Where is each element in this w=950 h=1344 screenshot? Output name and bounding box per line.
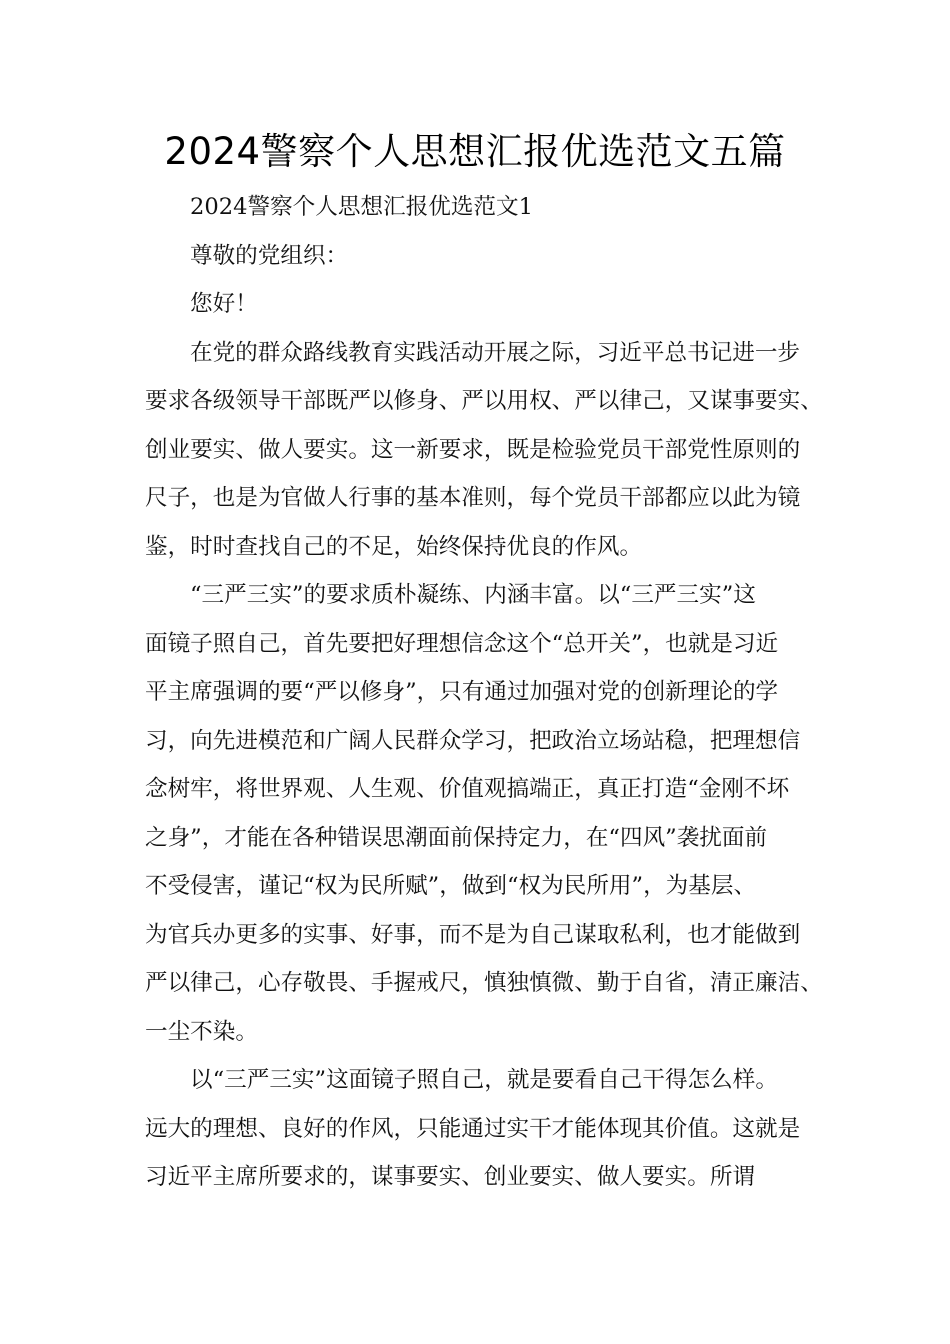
text-line: 习，向先进模范和广阔人民群众学习，把政治立场站稳，把理想信 [145,727,801,754]
text-line: 远大的理想、良好的作风，只能通过实干才能体现其价值。这就是 [145,1115,801,1142]
text-line: 不受侵害，谨记“权为民所赋”，做到“权为民所用”，为基层、 [145,873,757,899]
text-line: 平主席强调的要“严以修身”，只有通过加强对党的创新理论的学 [145,679,779,705]
text-line: 一尘不染。 [145,1018,258,1045]
text-line: 严以律己，心存敬畏、手握戒尺，慎独慎微、勤于自省，清正廉洁、 [145,970,823,996]
text-line: 为官兵办更多的实事、好事，而不是为自己谋取私利，也才能做到 [145,921,801,948]
text-line: 鉴，时时查找自己的不足，始终保持优良的作风。 [145,533,643,560]
text-line: 在党的群众路线教育实践活动开展之际，习近平总书记进一步 [190,339,801,366]
text-line: 面镜子照自己，首先要把好理想信念这个“总开关”，也就是习近 [145,630,779,657]
text-line: 尊敬的党组织： [190,242,349,269]
text-line: 之身”，才能在各种错误思潮面前保持定力，在“四风”袭扰面前 [145,824,768,851]
text-line: 以“三严三实”这面镜子照自己，就是要看自己干得怎么样。 [190,1067,778,1093]
text-line: “三严三实”的要求质朴凝练、内涵丰富。以“三严三实”这 [190,582,756,608]
document-title: 2024警察个人思想汇报优选范文五篇 [164,130,786,173]
text-line: 念树牢，将世界观、人生观、价值观搞端正，真正打造“金刚不坏 [145,776,790,802]
document-body [145,183,827,1202]
text-line: 习近平主席所要求的，谋事要实、创业要实、做人要实。所谓 [145,1164,756,1190]
text-line: 创业要实、做人要实。这一新要求，既是检验党员干部党性原则的 [145,436,801,463]
text-line: 您好！ [190,291,258,317]
text-line: 2024警察个人思想汇报优选范文1 [190,194,533,220]
text-line: 尺子，也是为官做人行事的基本准则，每个党员干部都应以此为镜 [145,485,801,511]
text-line: 要求各级领导干部既严以修身、严以用权、严以律己，又谋事要实、 [145,388,823,414]
